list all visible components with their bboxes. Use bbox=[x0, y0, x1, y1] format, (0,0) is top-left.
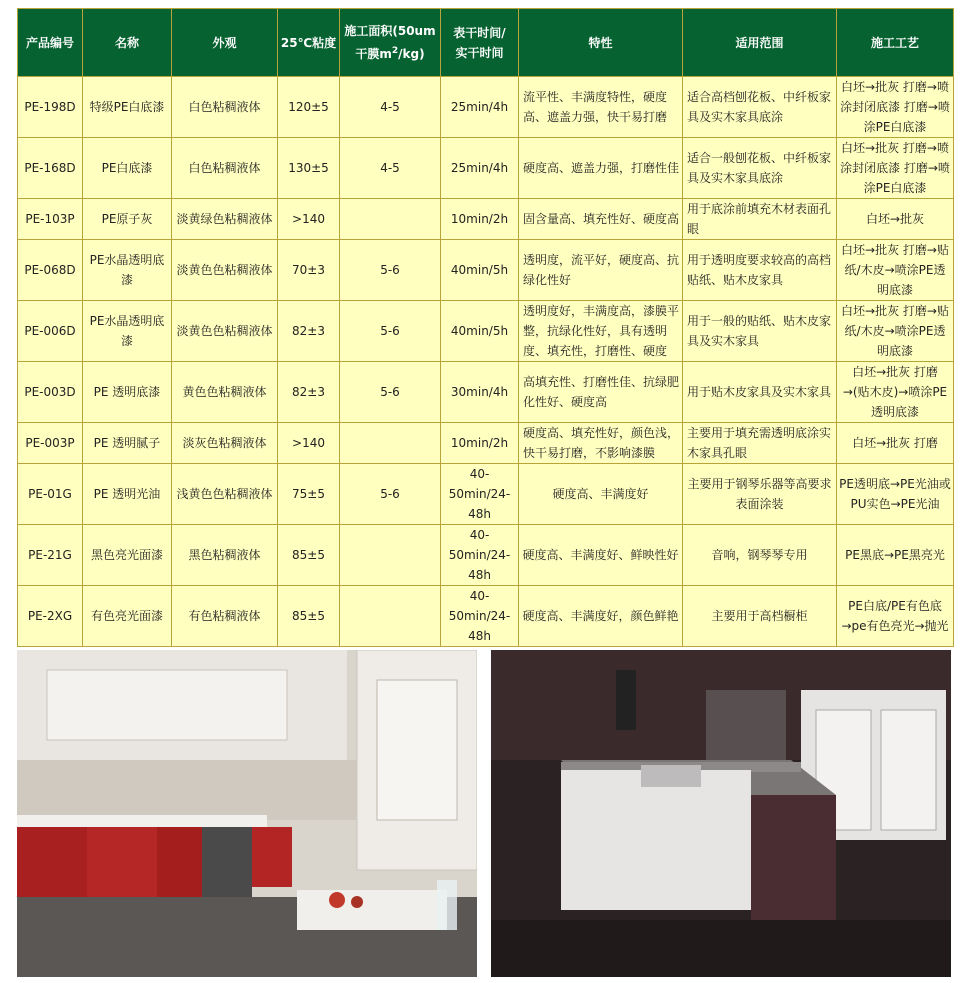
table-row bbox=[18, 199, 954, 240]
cell-scope: 用于贴木皮家具及实木家具 bbox=[683, 362, 837, 423]
cell-code: PE-006D bbox=[18, 301, 83, 362]
header-process: 施工工艺 bbox=[837, 9, 954, 77]
header-features: 特性 bbox=[519, 9, 683, 77]
cell-name: 有色亮光面漆 bbox=[83, 586, 172, 647]
cell-process: 白坯→批灰 打磨→贴纸/木皮→喷涂PE透明底漆 bbox=[837, 240, 954, 301]
cell-appearance: 淡黄绿色粘稠液体 bbox=[172, 199, 278, 240]
cell-process: 白坯→批灰 bbox=[837, 199, 954, 240]
cell-drying: 10min/2h bbox=[441, 423, 519, 464]
cell-features: 透明度，流平好，硬度高、抗绿化性好 bbox=[519, 240, 683, 301]
cell-process: PE黑底→PE黑亮光 bbox=[837, 525, 954, 586]
cell-viscosity: 82±3 bbox=[278, 301, 340, 362]
cell-coverage: 5-6 bbox=[340, 301, 441, 362]
cell-features: 高填充性、打磨性佳、抗绿肥化性好、硬度高 bbox=[519, 362, 683, 423]
header-coverage-line2-post: /kg) bbox=[398, 47, 425, 61]
table-row bbox=[18, 423, 954, 464]
cell-scope: 主要用于高档橱柜 bbox=[683, 586, 837, 647]
cell-name: PE原子灰 bbox=[83, 199, 172, 240]
cell-appearance: 白色粘稠液体 bbox=[172, 138, 278, 199]
cell-code: PE-21G bbox=[18, 525, 83, 586]
cell-drying: 10min/2h bbox=[441, 199, 519, 240]
cell-features: 硬度高、丰满度好，颜色鲜艳 bbox=[519, 586, 683, 647]
cell-name: PE 透明光油 bbox=[83, 464, 172, 525]
header-coverage-line1: 施工面积(50um bbox=[344, 24, 436, 38]
cell-scope: 适合高档刨花板、中纤板家具及实木家具底涂 bbox=[683, 77, 837, 138]
cell-code: PE-198D bbox=[18, 77, 83, 138]
kitchen-illustration-right bbox=[491, 650, 951, 977]
header-name: 名称 bbox=[83, 9, 172, 77]
cell-scope: 用于透明度要求较高的高档贴纸、贴木皮家具 bbox=[683, 240, 837, 301]
cell-viscosity: 70±3 bbox=[278, 240, 340, 301]
table-body bbox=[18, 77, 954, 647]
table-row bbox=[18, 525, 954, 586]
cell-features: 固含量高、填充性好、硬度高 bbox=[519, 199, 683, 240]
cell-scope: 适合一般刨花板、中纤板家具及实木家具底涂 bbox=[683, 138, 837, 199]
table-row bbox=[18, 240, 954, 301]
cell-drying: 40-50min/24-48h bbox=[441, 586, 519, 647]
cell-process: 白坯→批灰 打磨→喷涂封闭底漆 打磨→喷涂PE白底漆 bbox=[837, 138, 954, 199]
header-code: 产品编号 bbox=[18, 9, 83, 77]
cell-process: 白坯→批灰 打磨→喷涂封闭底漆 打磨→喷涂PE白底漆 bbox=[837, 77, 954, 138]
cell-coverage bbox=[340, 423, 441, 464]
cell-scope: 用于一般的贴纸、贴木皮家具及实木家具 bbox=[683, 301, 837, 362]
cell-code: PE-003P bbox=[18, 423, 83, 464]
cell-code: PE-103P bbox=[18, 199, 83, 240]
cell-features: 硬度高、遮盖力强，打磨性佳 bbox=[519, 138, 683, 199]
cell-appearance: 淡黄色色粘稠液体 bbox=[172, 240, 278, 301]
cell-name: PE白底漆 bbox=[83, 138, 172, 199]
cell-name: 特级PE白底漆 bbox=[83, 77, 172, 138]
cell-code: PE-003D bbox=[18, 362, 83, 423]
cell-coverage bbox=[340, 586, 441, 647]
cell-viscosity: 120±5 bbox=[278, 77, 340, 138]
cell-coverage bbox=[340, 525, 441, 586]
cell-scope: 主要用于钢琴乐器等高要求表面涂装 bbox=[683, 464, 837, 525]
cell-features: 透明度好，丰满度高，漆膜平整，抗绿化性好，具有透明度、填充性，打磨性、硬度 bbox=[519, 301, 683, 362]
cell-scope: 音响，钢琴琴专用 bbox=[683, 525, 837, 586]
table-row bbox=[18, 301, 954, 362]
cell-coverage: 4-5 bbox=[340, 77, 441, 138]
cell-viscosity: 82±3 bbox=[278, 362, 340, 423]
cell-process: PE白底/PE有色底→pe有色亮光→抛光 bbox=[837, 586, 954, 647]
table-row bbox=[18, 138, 954, 199]
cell-appearance: 黑色粘稠液体 bbox=[172, 525, 278, 586]
table-header-row bbox=[18, 9, 954, 77]
table-row bbox=[18, 586, 954, 647]
cell-process: PE透明底→PE光油或PU实色→PE光油 bbox=[837, 464, 954, 525]
cell-appearance: 淡灰色粘稠液体 bbox=[172, 423, 278, 464]
cell-drying: 40-50min/24-48h bbox=[441, 525, 519, 586]
cell-viscosity: 85±5 bbox=[278, 525, 340, 586]
cell-code: PE-168D bbox=[18, 138, 83, 199]
cell-code: PE-2XG bbox=[18, 586, 83, 647]
table-row bbox=[18, 362, 954, 423]
cell-features: 硬度高、丰满度好、鲜映性好 bbox=[519, 525, 683, 586]
header-coverage-sup: 2 bbox=[391, 46, 399, 56]
cell-code: PE-01G bbox=[18, 464, 83, 525]
cell-appearance: 黄色色粘稠液体 bbox=[172, 362, 278, 423]
cell-name: PE水晶透明底漆 bbox=[83, 301, 172, 362]
header-coverage-line2-pre: 干膜m bbox=[355, 47, 392, 61]
dark-kitchen-island-photo bbox=[491, 650, 951, 977]
cell-code: PE-068D bbox=[18, 240, 83, 301]
cell-viscosity: >140 bbox=[278, 423, 340, 464]
cell-name: PE 透明底漆 bbox=[83, 362, 172, 423]
cell-viscosity: 130±5 bbox=[278, 138, 340, 199]
header-viscosity: 25℃粘度 bbox=[278, 9, 340, 77]
cell-name: 黑色亮光面漆 bbox=[83, 525, 172, 586]
cell-features: 硬度高、丰满度好 bbox=[519, 464, 683, 525]
cell-name: PE水晶透明底漆 bbox=[83, 240, 172, 301]
table-row bbox=[18, 464, 954, 525]
cell-appearance: 有色粘稠液体 bbox=[172, 586, 278, 647]
cell-viscosity: 85±5 bbox=[278, 586, 340, 647]
cell-appearance: 白色粘稠液体 bbox=[172, 77, 278, 138]
header-scope: 适用范围 bbox=[683, 9, 837, 77]
cell-coverage: 5-6 bbox=[340, 240, 441, 301]
cell-drying: 40-50min/24-48h bbox=[441, 464, 519, 525]
cell-name: PE 透明腻子 bbox=[83, 423, 172, 464]
cell-process: 白坯→批灰 打磨→贴纸/木皮→喷涂PE透明底漆 bbox=[837, 301, 954, 362]
cell-scope: 用于底涂前填充木材表面孔眼 bbox=[683, 199, 837, 240]
white-and-red-kitchen-photo bbox=[17, 650, 477, 977]
cell-drying: 25min/4h bbox=[441, 77, 519, 138]
cell-coverage: 5-6 bbox=[340, 362, 441, 423]
cell-drying: 40min/5h bbox=[441, 301, 519, 362]
cell-drying: 25min/4h bbox=[441, 138, 519, 199]
header-drying-line1: 表干时间/ bbox=[453, 25, 506, 40]
header-drying bbox=[441, 9, 519, 77]
header-coverage bbox=[340, 9, 441, 77]
cell-features: 硬度高、填充性好，颜色浅，快干易打磨，不影响漆膜 bbox=[519, 423, 683, 464]
cell-features: 流平性、丰满度特性，硬度高、遮盖力强，快干易打磨 bbox=[519, 77, 683, 138]
cell-coverage: 5-6 bbox=[340, 464, 441, 525]
header-drying-line2: 实干时间 bbox=[455, 45, 504, 60]
cell-process: 白坯→批灰 打磨→(贴木皮)→喷涂PE透明底漆 bbox=[837, 362, 954, 423]
cell-appearance: 淡黄色色粘稠液体 bbox=[172, 301, 278, 362]
cell-coverage bbox=[340, 199, 441, 240]
cell-viscosity: >140 bbox=[278, 199, 340, 240]
cell-viscosity: 75±5 bbox=[278, 464, 340, 525]
cell-drying: 40min/5h bbox=[441, 240, 519, 301]
cell-appearance: 浅黄色色粘稠液体 bbox=[172, 464, 278, 525]
product-spec-table bbox=[17, 8, 954, 647]
cell-process: 白坯→批灰 打磨 bbox=[837, 423, 954, 464]
cell-scope: 主要用于填充需透明底涂实木家具孔眼 bbox=[683, 423, 837, 464]
table-row bbox=[18, 77, 954, 138]
header-appearance: 外观 bbox=[172, 9, 278, 77]
cell-drying: 30min/4h bbox=[441, 362, 519, 423]
kitchen-illustration-left bbox=[17, 650, 477, 977]
cell-coverage: 4-5 bbox=[340, 138, 441, 199]
